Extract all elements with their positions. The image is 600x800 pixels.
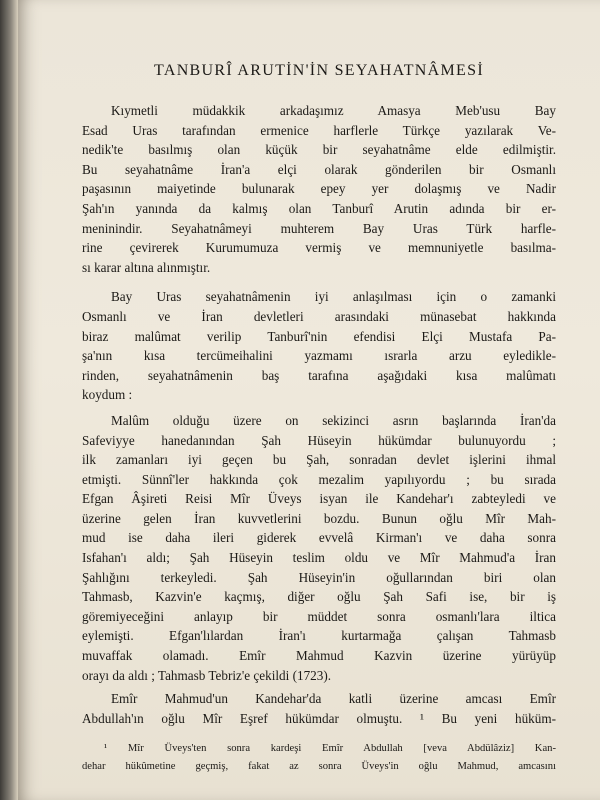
- text-line: orayı da aldı ; Tahmasb Tebriz'e çekildi (1723).: [82, 667, 332, 683]
- text-line: meninindir. Seyahatnâmeyi muhterem Bay Uras Türk harfle-: [82, 220, 556, 236]
- paragraph-1: [82, 101, 556, 277]
- footnote: [82, 740, 556, 775]
- text-line: Bay Uras seyahatnâmenin iyi anlaşılması için o zamanki: [111, 289, 556, 305]
- book-spine-shadow: [0, 0, 18, 800]
- text-line: Safeviyye hanedanından Şah Hüseyin hükümdar bulunuyordu ;: [82, 432, 556, 448]
- text-line: eylemişti. Efgan'lılardan İran'ı kurtarmağa çalışan Tahmasb: [82, 628, 556, 644]
- text-line: koydum :: [82, 387, 133, 403]
- text-line: Isfahan'ı aldı; Şah Hüseyin teslim oldu ve Mîr Mahmud'a İran: [82, 550, 556, 566]
- text-line: mud ise daha ileri giderek evvelâ Kirman'ı ve daha sonra: [82, 530, 556, 546]
- text-line: Malûm olduğu üzere on sekizinci asrın başlarında İran'da: [111, 412, 556, 428]
- text-line: Şah'ın yanında da kalmış olan Tanburî Arutin adında bir er-: [82, 200, 556, 216]
- text-line: Tahmasb, Kazvin'e kaçmış, diğer oğlu Şah Safi ise, bir iş: [82, 589, 556, 605]
- text-line: Abdullah'ın oğlu Mîr Eşref hükümdar olmuştu. ¹ Bu yeni hüküm-: [82, 710, 556, 726]
- text-line: rinden, seyahatnâmenin baş tarafına aşağıdaki kısa malûmatı: [82, 367, 556, 383]
- text-line: rine çevirerek Kurumumuza vermiş ve memnuniyetle basılma-: [82, 240, 556, 256]
- text-line: sı karar altına alınmıştır.: [82, 259, 211, 275]
- text-line: Esad Uras tarafından ermenice harflerle Türkçe yazılarak Ve-: [82, 122, 556, 138]
- page-content: [82, 62, 556, 776]
- text-line: paşasının maiyetinde bulunarak epey yer dolaşmış ve Nadir: [82, 181, 556, 197]
- book-page: [18, 0, 600, 800]
- text-line: Emîr Mahmud'un Kandehar'da katli üzerine amcası Emîr: [111, 691, 556, 707]
- text-line: Bu seyahatnâme İran'a elçi olarak gönderilen bir Osmanlı: [82, 161, 556, 177]
- text-line: Şahlığını terkeyledi. Şah Hüseyin'in oğullarından biri olan: [82, 569, 556, 585]
- text-line: etmişti. Sünnî'ler hakkında çok mezalim yapılıyordu ; bu sırada: [82, 471, 556, 487]
- footnote-line: dehar hükûmetine geçmiş, fakat az sonra Üveys'in oğlu Mahmud, amcasını: [82, 761, 556, 772]
- text-line: biraz malûmat verilip Tanburî'nin efendisi Elçi Mustafa Pa-: [82, 328, 556, 344]
- text-line: nedik'te basılmış olan küçük bir seyahatnâme elde edilmiştir.: [82, 142, 556, 158]
- page-title: TANBURÎ ARUTİN'İN SEYAHATNÂMESİ: [154, 62, 484, 79]
- text-line: şa'nın kısa tercümeihalini yazmamı ısrarla arzu eyledikle-: [82, 348, 556, 364]
- text-line: Osmanlı ve İran devletleri arasındaki münasebat hakkında: [82, 308, 556, 324]
- text-line: ilk zamanları iyi geçen bu Şah, sonradan devlet işlerini ihmal: [82, 452, 556, 468]
- paragraph-3: [82, 411, 556, 685]
- text-line: göremiyeceğini anlayıp bir müddet sonra osmanlı'lara iltica: [82, 608, 556, 624]
- text-line: üzerine gelen İran kuvvetlerini bozdu. Bunun oğlu Mîr Mah-: [82, 510, 556, 526]
- text-line: Efgan Âşireti Reisi Mîr Üveys isyan ile Kandehar'ı zabteyledi ve: [82, 491, 556, 507]
- paragraph-4: [82, 689, 556, 728]
- text-line: muvaffak olamadı. Emîr Mahmud Kazvin üzerine yürüyüp: [82, 648, 556, 664]
- footnote-line: ¹ Mîr Üveys'ten sonra kardeşi Emîr Abdullah [veva Abdülâziz] Kan-: [104, 743, 556, 755]
- text-line: Kıymetli müdakkik arkadaşımız Amasya Meb'usu Bay: [111, 103, 556, 118]
- paragraph-2: [82, 287, 556, 405]
